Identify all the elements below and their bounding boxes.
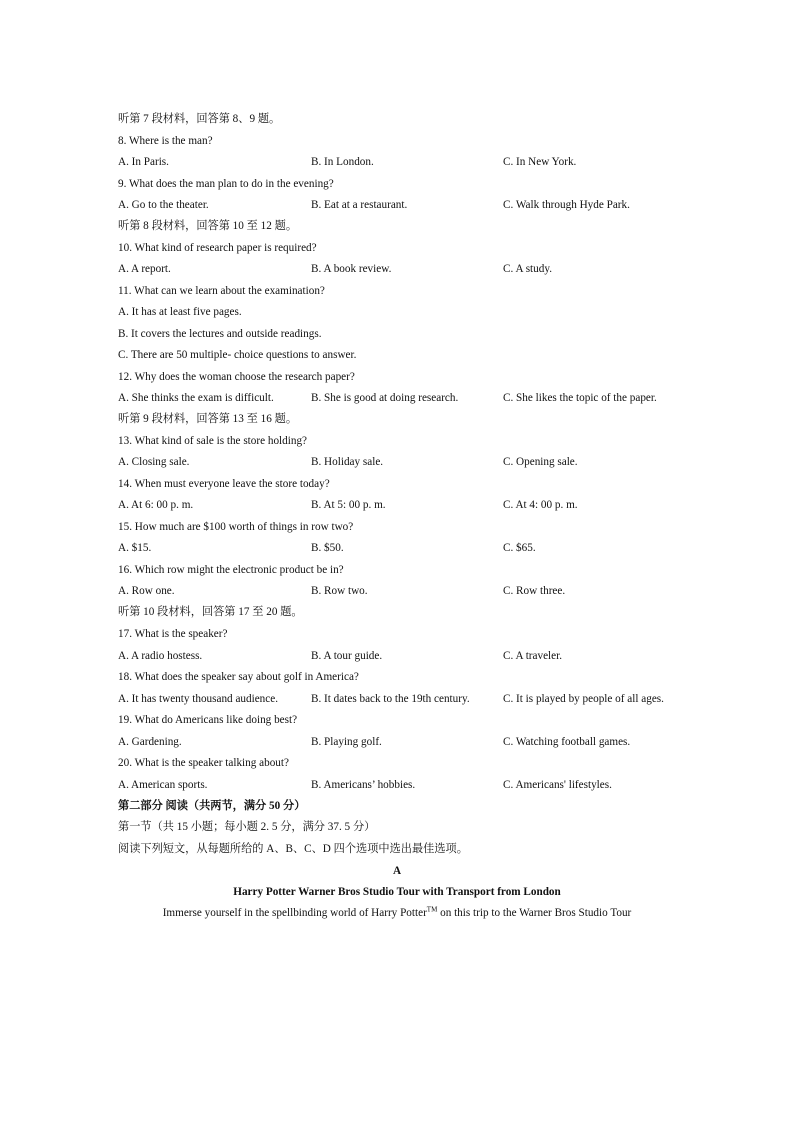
part2-subheading: 第一节（共 15 小题；每小题 2. 5 分，满分 37. 5 分） (118, 821, 376, 833)
question-17: 17. What is the speaker? (118, 628, 228, 640)
question-12: 12. Why does the woman choose the research paper? (118, 371, 355, 383)
option-20c: C. Americans' lifestyles. (503, 779, 612, 791)
question-19: 19. What do Americans like doing best? (118, 714, 298, 726)
option-10b: B. A book review. (311, 263, 392, 275)
option-8b: B. In London. (311, 156, 374, 168)
question-14: 14. When must everyone leave the store today? (118, 478, 330, 490)
passage-title: Harry Potter Warner Bros Studio Tour with Transport from London (233, 886, 561, 898)
question-9: 9. What does the man plan to do in the evening? (118, 178, 334, 190)
option-11a: A. It has at least five pages. (118, 306, 242, 318)
passage-intro-pre: Immerse yourself in the spellbinding world of Harry Potter (162, 907, 427, 919)
section-heading-10: 听第 10 段材料，回答第 17 至 20 题。 (118, 606, 303, 618)
option-14c: C. At 4: 00 p. m. (503, 499, 578, 511)
option-17c: C. A traveler. (503, 650, 563, 662)
option-9b: B. Eat at a restaurant. (311, 199, 408, 211)
passage-intro-post: on this trip to the Warner Bros Studio Tour (437, 907, 632, 919)
option-18a: A. It has twenty thousand audience. (118, 693, 279, 705)
option-13b: B. Holiday sale. (311, 456, 384, 468)
question-13: 13. What kind of sale is the store holding? (118, 435, 308, 447)
question-20: 20. What is the speaker talking about? (118, 757, 289, 769)
trademark-mark: TM (426, 905, 438, 914)
option-19b: B. Playing golf. (311, 736, 382, 748)
option-16a: A. Row one. (118, 585, 175, 597)
option-8c: C. In New York. (503, 156, 577, 168)
passage-letter: A (392, 865, 402, 877)
option-20b: B. Americans’ hobbies. (311, 779, 416, 791)
part2-heading: 第二部分 阅读（共两节，满分 50 分） (118, 800, 306, 812)
option-16c: C. Row three. (503, 585, 566, 597)
option-18c: C. It is played by people of all ages. (503, 693, 664, 705)
question-15: 15. How much are $100 worth of things in row two? (118, 521, 354, 533)
option-14a: A. At 6: 00 p. m. (118, 499, 194, 511)
question-18: 18. What does the speaker say about golf in America? (118, 671, 359, 683)
option-15b: B. $50. (311, 542, 344, 554)
question-16: 16. Which row might the electronic product be in? (118, 564, 344, 576)
option-13a: A. Closing sale. (118, 456, 190, 468)
option-15c: C. $65. (503, 542, 536, 554)
section-heading-9: 听第 9 段材料，回答第 13 至 16 题。 (118, 413, 298, 425)
option-10a: A. A report. (118, 263, 171, 275)
option-12a: A. She thinks the exam is difficult. (118, 392, 274, 404)
option-17b: B. A tour guide. (311, 650, 383, 662)
section-heading-7: 听第 7 段材料，回答第 8、9 题。 (118, 113, 281, 125)
question-11: 11. What can we learn about the examination? (118, 285, 325, 297)
option-12c: C. She likes the topic of the paper. (503, 392, 657, 404)
option-18b: B. It dates back to the 19th century. (311, 693, 470, 705)
section-heading-8: 听第 8 段材料，回答第 10 至 12 题。 (118, 220, 298, 232)
option-15a: A. $15. (118, 542, 152, 554)
option-11b: B. It covers the lectures and outside readings. (118, 328, 322, 340)
option-9a: A. Go to the theater. (118, 199, 209, 211)
option-16b: B. Row two. (311, 585, 368, 597)
option-9c: C. Walk through Hyde Park. (503, 199, 630, 211)
question-8: 8. Where is the man? (118, 135, 213, 147)
option-12b: B. She is good at doing research. (311, 392, 459, 404)
option-14b: B. At 5: 00 p. m. (311, 499, 386, 511)
option-11c: C. There are 50 multiple- choice questions to answer. (118, 349, 357, 361)
option-8a: A. In Paris. (118, 156, 169, 168)
option-13c: C. Opening sale. (503, 456, 578, 468)
option-10c: C. A study. (503, 263, 553, 275)
option-19a: A. Gardening. (118, 736, 182, 748)
question-10: 10. What kind of research paper is required? (118, 242, 317, 254)
part2-instructions: 阅读下列短文，从每题所给的 A、B、C、D 四个选项中选出最佳选项。 (118, 843, 468, 855)
option-19c: C. Watching football games. (503, 736, 631, 748)
option-20a: A. American sports. (118, 779, 208, 791)
option-17a: A. A radio hostess. (118, 650, 203, 662)
passage-intro (0, 906, 794, 920)
